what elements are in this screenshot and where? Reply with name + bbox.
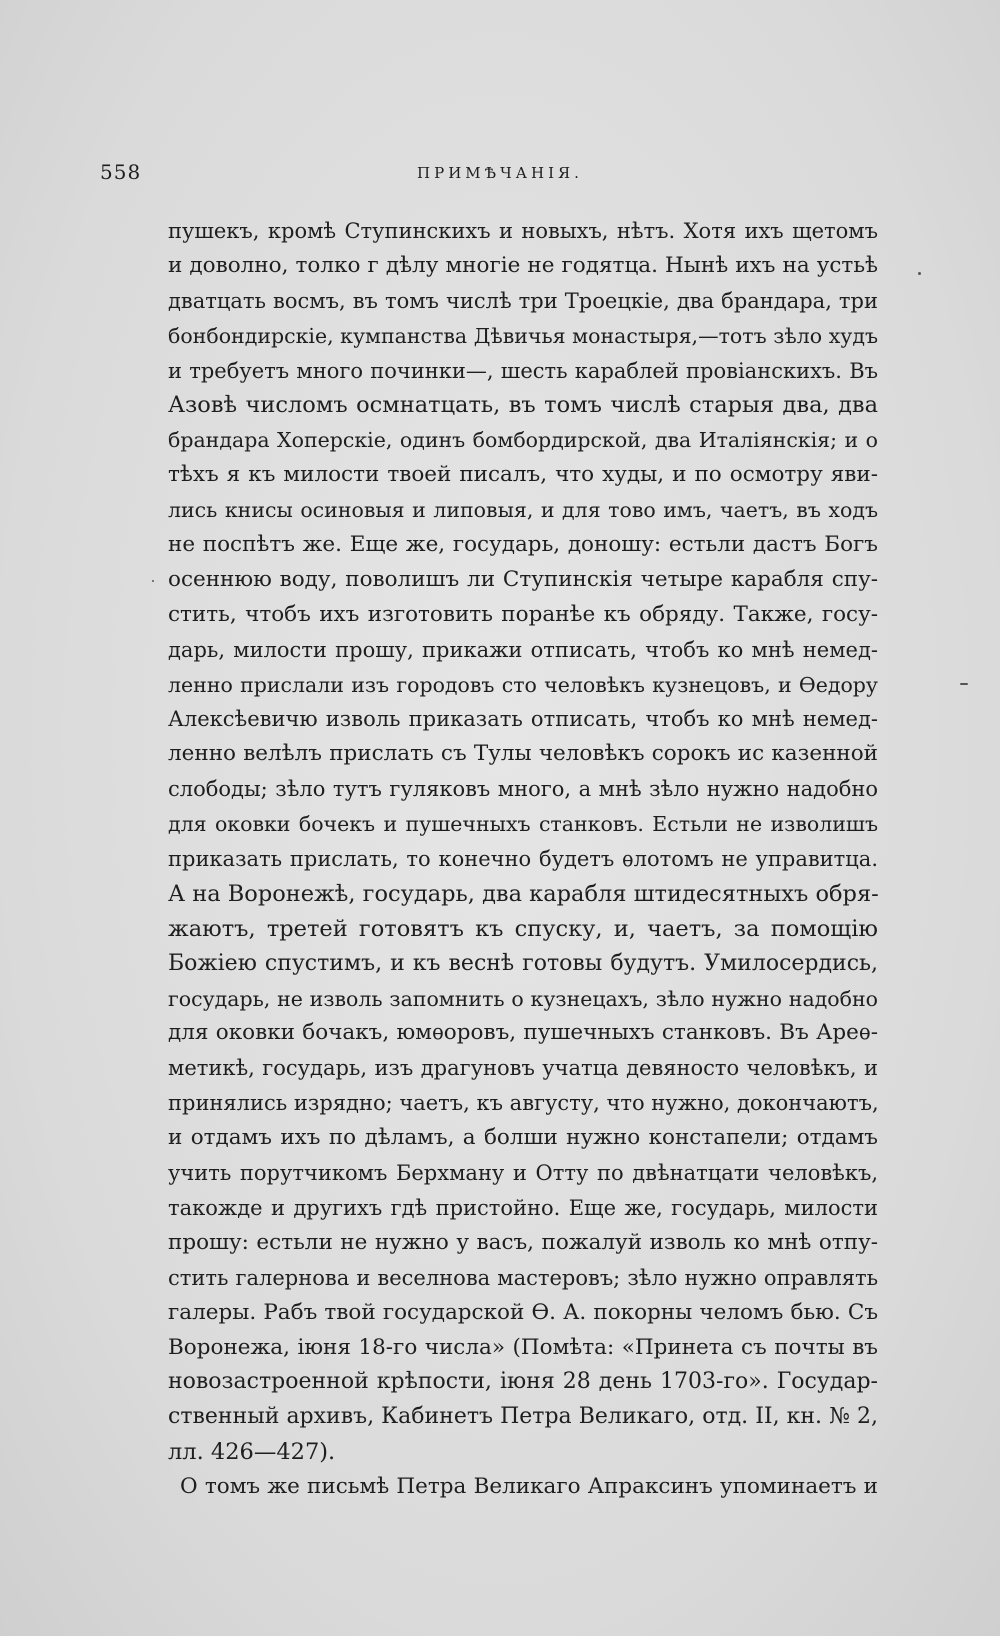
text-line: лл. 426—427). [168, 1439, 336, 1466]
text-line: галеры. Рабъ твой государской Ѳ. А. покорны челомъ бью. Съ [168, 1299, 878, 1325]
ink-speck [918, 272, 921, 275]
text-line: А на Воронежѣ, государь, два карабля штидесятныхъ обря- [168, 880, 879, 907]
paragraph-start-line: О томъ же письмѣ Петра Великаго Апраксинъ упоминаетъ и [180, 1474, 878, 1500]
text-line: ленно прислали изъ городовъ сто человѣкъ кузнецовъ, и Ѳедору [168, 672, 878, 697]
text-line: осеннюю воду, поволишъ ли Ступинскія четыре карабля спу- [168, 566, 878, 592]
text-line: ственный архивъ, Кабинетъ Петра Великаго, отд. II, кн. № 2, [168, 1404, 878, 1430]
text-line: тѣхъ я къ милости твоей писалъ, что худы, и по осмотру яви- [168, 462, 878, 488]
text-line: новозастроенной крѣпости, іюня 28 день 1703-го». Государ- [168, 1369, 878, 1395]
text-line: стить, чтобъ ихъ изготовить поранѣе къ обряду. Также, госу- [168, 601, 878, 627]
body-text [168, 214, 878, 1505]
text-line: Азовѣ числомъ осмнатцать, въ томъ числѣ старыя два, два [168, 392, 878, 419]
text-line: и отдамъ ихъ по дѣламъ, а болши нужно констапели; отдамъ [168, 1125, 878, 1151]
text-line: дарь, милости прошу, прикажи отписать, чтобъ ко мнѣ немед- [168, 637, 878, 662]
text-line: учить порутчикомъ Берхману и Отту по двѣнатцати человѣкъ, [168, 1161, 878, 1186]
text-line: слободы; зѣло тутъ гуляковъ много, а мнѣ зѣло нужно надобно [168, 777, 878, 802]
text-line: ленно велѣлъ прислать съ Тулы человѣкъ сорокъ ис казенной [168, 741, 878, 767]
text-line: стить галернова и веселнова мастеровъ; зѣло нужно оправлять [168, 1265, 878, 1290]
text-line: Алексѣевичю изволь приказать отписать, чтобъ ко мнѣ немед- [168, 707, 878, 732]
text-line: Божіею спустимъ, и къ веснѣ готовы будутъ. Умилосердись, [168, 950, 878, 976]
text-line: дватцать восмъ, въ томъ числѣ три Троецкіе, два брандара, три [168, 288, 878, 313]
ink-speck [960, 683, 968, 685]
running-title: ПРИМѢЧАНІЯ. [417, 164, 583, 182]
text-line: метикѣ, государь, изъ драгуновъ учатца девяносто человѣкъ, и [168, 1056, 878, 1081]
text-line: приказать прислать, то конечно будетъ ѳлотомъ не управитца. [168, 847, 878, 872]
text-line: для оковки бочекъ и пушечныхъ станковъ. Естьли не изволишъ [168, 812, 878, 837]
ink-speck [152, 580, 154, 582]
text-line: лись книсы осиновыя и липовыя, и для тово имъ, чаетъ, въ ходъ [168, 498, 878, 523]
text-line: государь, не изволь запомнить о кузнецахъ, зѣло нужно надобно [168, 986, 878, 1011]
text-line: брандара Хоперскіе, одинъ бомбордирской, два Италіянскія; и о [168, 428, 878, 453]
text-line: бонбондирскіе, кумпанства Дѣвичья монастыря,—тотъ зѣло худъ [168, 323, 878, 348]
page-header [0, 160, 1000, 190]
text-line: не поспѣтъ же. Еще же, государь, доношу: естьли дастъ Богъ [168, 532, 878, 558]
page-number: 558 [100, 160, 142, 184]
text-line: и требуетъ много починки—, шесть караблей провіанскихъ. Въ [168, 358, 878, 383]
text-line: пушекъ, кромѣ Ступинскихъ и новыхъ, нѣтъ. Хотя ихъ щетомъ [168, 219, 878, 243]
text-line: прошу: естьли не нужно у васъ, пожалуй изволь ко мнѣ отпу- [168, 1229, 878, 1255]
text-line: и доволно, толко г дѣлу многіе не годятца. Нынѣ ихъ на устьѣ [168, 252, 878, 278]
text-line: для оковки бочакъ, юмѳоровъ, пушечныхъ станковъ. Въ Ареѳ- [168, 1020, 878, 1046]
text-line: жаютъ, третей готовятъ къ спуску, и, чаетъ, за помощію [168, 915, 878, 942]
text-line: принялись изрядно; чаетъ, къ августу, что нужно, докончаютъ, [168, 1091, 879, 1116]
text-line: Воронежа, іюня 18-го числа» (Помѣта: «Принета съ почты въ [168, 1334, 878, 1360]
text-line: такожде и другихъ гдѣ пристойно. Еще же, государь, милости [168, 1195, 878, 1220]
